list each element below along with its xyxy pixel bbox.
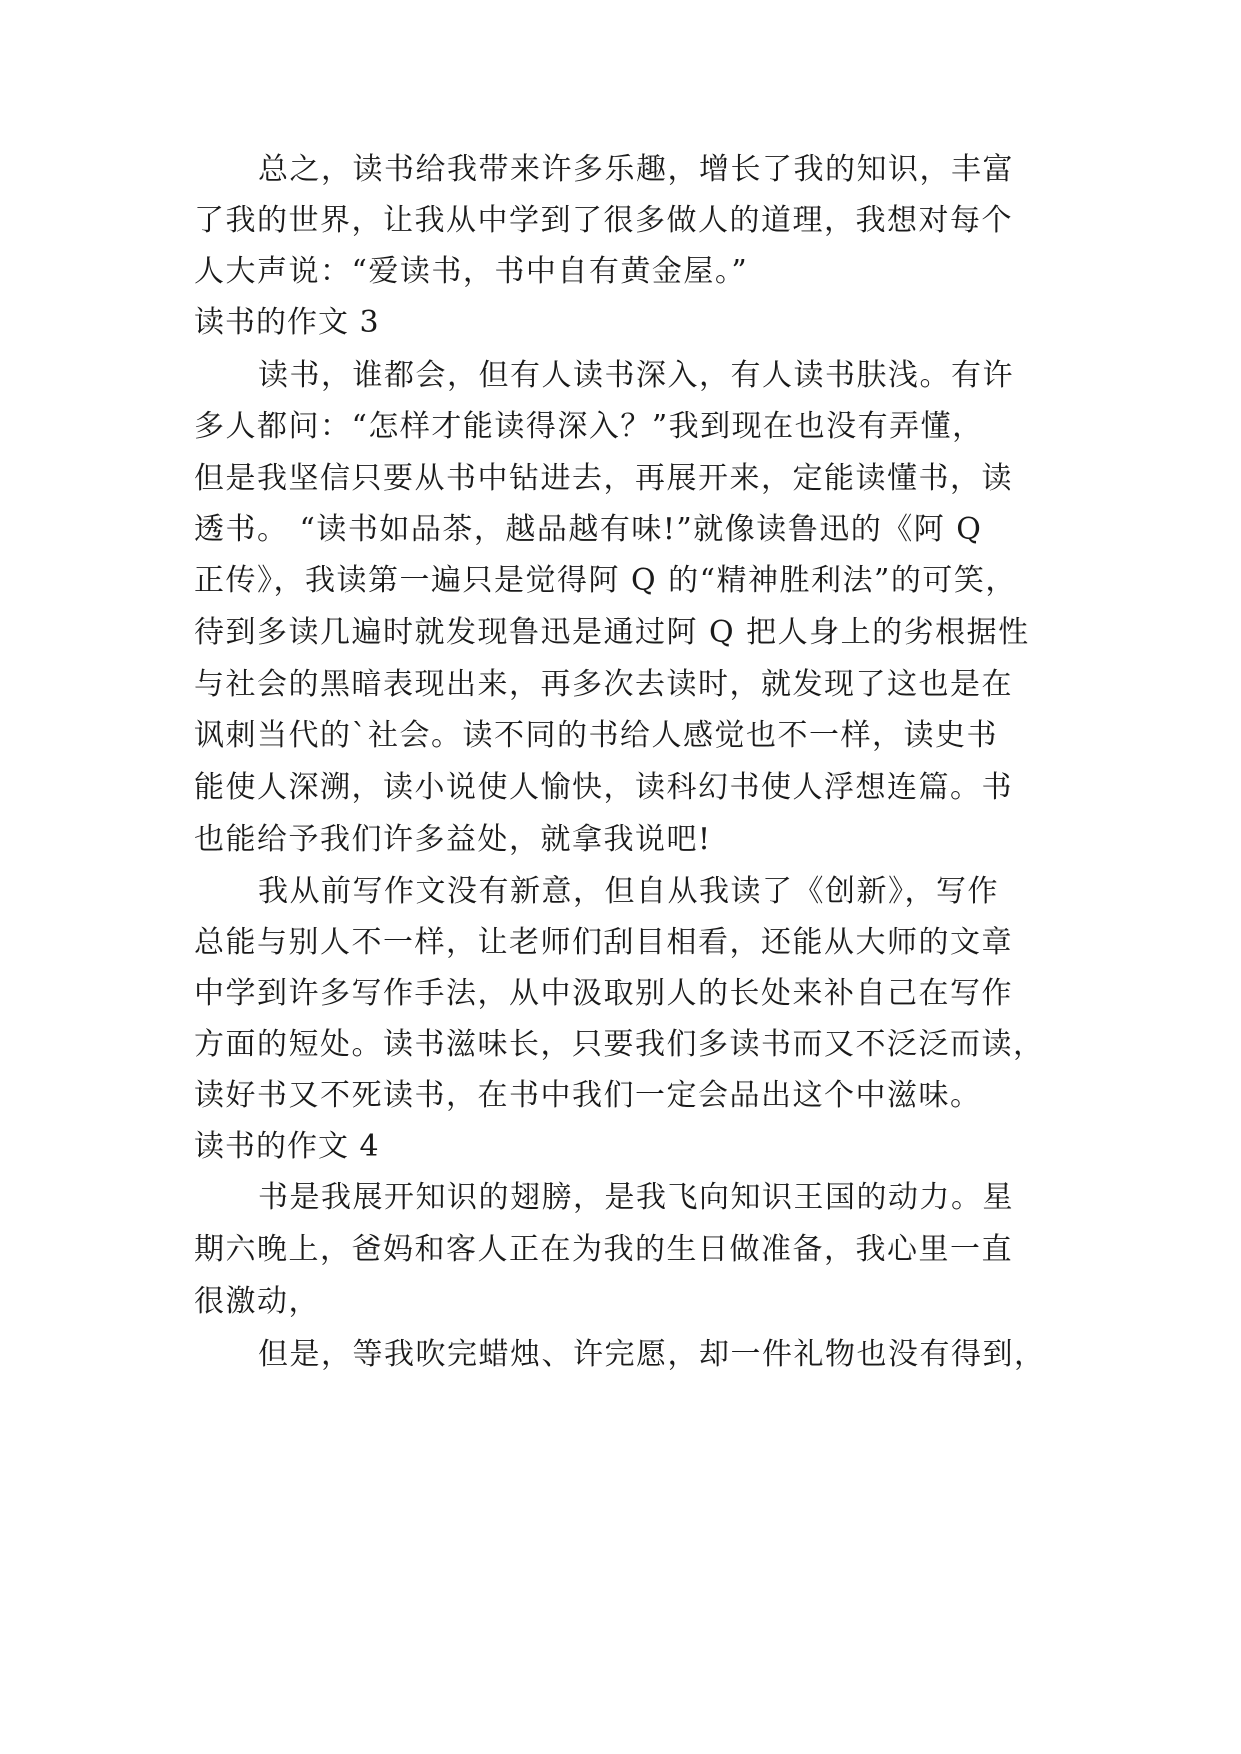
section-heading: 读书的作文 3 [194, 305, 380, 340]
text-line: 与社会的黑暗表现出来，再多次去读时，就发现了这也是在 [194, 667, 1013, 702]
text-line: 也能给予我们许多益处，就拿我说吧! [194, 822, 712, 857]
text-line: 读好书又不死读书，在书中我们一定会品出这个中滋味。 [194, 1078, 982, 1113]
text-line: 讽刺当代的`社会。读不同的书给人感觉也不一样，读史书 [194, 718, 998, 753]
text-line: 但是我坚信只要从书中钻进去，再展开来，定能读懂书，读 [194, 461, 1013, 496]
text-line: 但是，等我吹完蜡烛、许完愿，却一件礼物也没有得到， [258, 1337, 1046, 1372]
text-line: 中学到许多写作手法，从中汲取别人的长处来补自己在写作 [194, 976, 1013, 1011]
text-line: 很激动， [194, 1284, 320, 1319]
text-line: 总之，读书给我带来许多乐趣，增长了我的知识，丰富 [258, 152, 1014, 187]
text-line: 方面的短处。读书滋味长，只要我们多读书而又不泛泛而读， [194, 1027, 1045, 1062]
text-line: 总能与别人不一样，让老师们刮目相看，还能从大师的文章 [194, 925, 1013, 960]
text-line: 人大声说：“爱读书，书中自有黄金屋。” [194, 254, 749, 289]
text-line: 能使人深溯，读小说使人愉快，读科幻书使人浮想连篇。书 [194, 770, 1013, 805]
text-line: 期六晚上，爸妈和客人正在为我的生日做准备，我心里一直 [194, 1232, 1013, 1267]
text-line: 多人都问：“怎样才能读得深入？”我到现在也没有弄懂， [194, 409, 984, 444]
text-line: 透书。 “读书如品茶，越品越有味!”就像读鲁迅的《阿 Q [194, 512, 983, 547]
text-line: 读书，谁都会，但有人读书深入，有人读书肤浅。有许 [258, 358, 1014, 393]
section-heading: 读书的作文 4 [194, 1129, 380, 1164]
text-line: 我从前写作文没有新意，但自从我读了《创新》，写作 [258, 874, 999, 909]
text-line: 待到多读几遍时就发现鲁迅是通过阿 Q 把人身上的劣根据性 [194, 615, 1030, 650]
text-line: 了我的世界，让我从中学到了很多做人的道理，我想对每个 [194, 203, 1013, 238]
text-line: 正传》，我读第一遍只是觉得阿 Q 的“精神胜利法”的可笑， [194, 563, 1017, 598]
text-line: 书是我展开知识的翅膀，是我飞向知识王国的动力。星 [258, 1180, 1014, 1215]
